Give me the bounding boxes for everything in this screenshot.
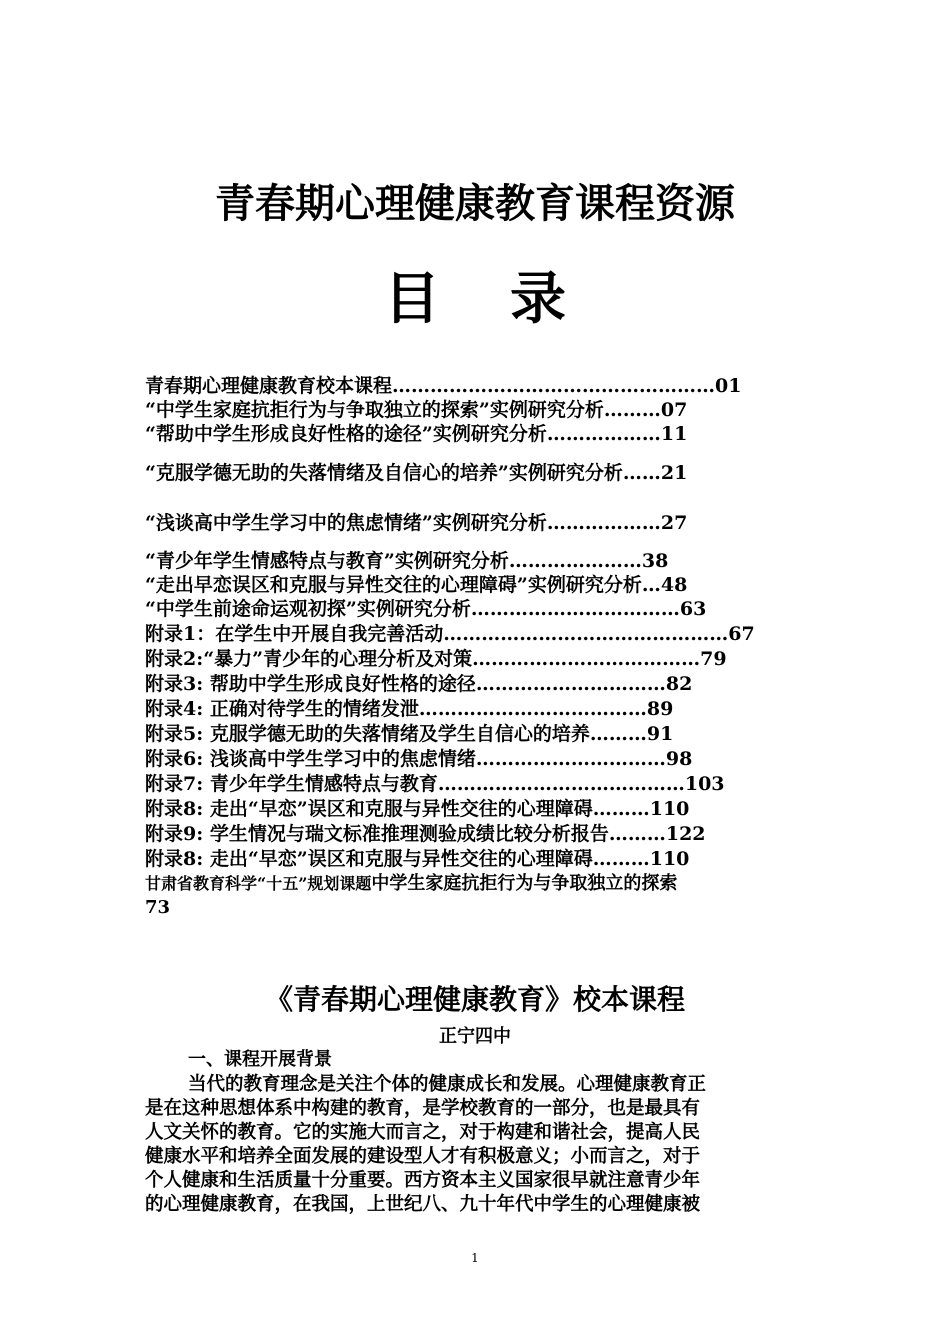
- toc-leader-dots: ………: [608, 823, 666, 845]
- body-paragraph: [145, 1073, 815, 1217]
- toc-page-number: 48: [660, 574, 688, 596]
- toc-entry: [145, 722, 673, 746]
- toc-entry: [145, 797, 689, 821]
- toc-entry: [145, 597, 706, 621]
- toc-page-number: 98: [665, 748, 693, 770]
- toc-entry: [145, 573, 687, 597]
- toc-entry-text: “走出早恋误区和克服与异性交往的心理障碍”实例研究分析: [145, 574, 642, 596]
- toc-leader-dots: ………: [592, 798, 650, 820]
- toc-page-number: 110: [649, 848, 690, 870]
- toc-entry-text: “中学生前途命运观初探”实例研究分析: [145, 598, 471, 620]
- school-name: 正宁四中: [439, 1026, 511, 1047]
- toc-leader-dots: ……: [622, 462, 661, 484]
- toc-leader-dots: ………: [603, 399, 661, 421]
- toc-entry: [145, 374, 741, 398]
- toc-leader-dots: ………………: [546, 423, 661, 445]
- toc-leader-dots: ………………………………………: [443, 623, 729, 645]
- toc-entry-text: “浅谈高中学生学习中的焦虑情绪”实例研究分析: [145, 512, 547, 534]
- toc-entry-text: 附录8: 走出“早恋”误区和克服与异性交往的心理障碍: [145, 848, 593, 870]
- page-title: 青春期心理健康教育课程资源: [215, 181, 735, 227]
- body-line: 是在这种思想体系中构建的教育，是学校教育的一部分，也是最具有: [145, 1098, 701, 1119]
- toc-leader-dots: …………………………: [475, 673, 666, 695]
- toc-entry: [145, 747, 692, 771]
- toc-entry: [145, 622, 755, 646]
- toc-entry-text: 附录6: 浅谈高中学生学习中的焦虑情绪: [145, 748, 476, 770]
- toc-last-page: 73: [145, 897, 171, 918]
- toc-entry: [145, 772, 725, 796]
- toc-page-number: 21: [660, 462, 688, 484]
- toc-entry-text: “克服学德无助的失落情绪及自信心的培养”实例研究分析: [145, 462, 623, 484]
- toc-leader-dots: ………: [589, 723, 647, 745]
- toc-page-number: 89: [646, 698, 674, 720]
- toc-leader-dots: ………………………………: [418, 698, 647, 720]
- page-number: 1: [471, 1251, 479, 1265]
- toc-page-number: 91: [646, 723, 674, 745]
- toc-page-number: 103: [684, 773, 725, 795]
- toc-page-number: 11: [660, 423, 688, 445]
- toc-entry: [145, 647, 727, 671]
- toc-entry-text: 附录2:“暴力”青少年的心理分析及对策: [145, 648, 473, 670]
- toc-entry: [145, 822, 706, 846]
- toc-entry-text: 附录7: 青少年学生情感特点与教育: [145, 773, 438, 795]
- toc-entry-last: [145, 872, 815, 920]
- body-line: 人文关怀的教育。它的实施大而言之，对于构建和谐社会，提高人民: [145, 1122, 701, 1143]
- toc-entry: [145, 847, 689, 871]
- toc-entry-text: 附录5: 克服学德无助的失落情绪及学生自信心的培养: [145, 723, 590, 745]
- toc-page-number: 110: [649, 798, 690, 820]
- toc-entry: [145, 422, 687, 446]
- toc-last-prefix: 甘肃省教育科学“十五”规划课题: [145, 874, 372, 893]
- toc-leader-dots: ………: [592, 848, 650, 870]
- toc-leader-dots: …………………………………: [437, 773, 685, 795]
- toc-entry-text: 附录1：在学生中开展自我完善活动: [145, 623, 444, 645]
- course-title: 《青春期心理健康教育》校本课程: [264, 983, 685, 1016]
- toc-entry: [145, 549, 668, 573]
- toc-page-number: 01: [715, 375, 742, 397]
- toc-leader-dots: ……………………………: [470, 598, 680, 620]
- toc-entry: [145, 511, 687, 535]
- toc-entry: [145, 697, 673, 721]
- toc-heading: 目录: [384, 267, 636, 332]
- toc-page-number: 79: [700, 648, 727, 670]
- toc-entry: [145, 398, 687, 422]
- toc-entry-text: 附录4: 正确对待学生的情绪发泄: [145, 698, 419, 720]
- toc-page-number: 82: [665, 673, 693, 695]
- body-line: 的心理健康教育，在我国，上世纪八、九十年代中学生的心理健康被: [145, 1194, 701, 1215]
- toc-entry-text: 附录9: 学生情况与瑞文标准推理测验成绩比较分析报告: [145, 823, 609, 845]
- toc-leader-dots: …………………………: [475, 748, 666, 770]
- toc-entry-text: “青少年学生情感特点与教育”实例研究分析: [145, 550, 509, 572]
- toc-page-number: 63: [679, 598, 707, 620]
- toc-page-number: 67: [728, 623, 755, 645]
- toc-entry: [145, 672, 692, 696]
- body-line: 健康水平和培养全面发展的建设型人才有积极意义；小而言之，对于: [145, 1146, 701, 1167]
- toc-leader-dots: ………………: [546, 512, 661, 534]
- toc-entry-text: “帮助中学生形成良好性格的途径”实例研究分析: [145, 423, 547, 445]
- toc-page-number: 122: [665, 823, 706, 845]
- body-line: 当代的教育理念是关注个体的健康成长和发展。心理健康教育正: [188, 1074, 707, 1095]
- toc-page-number: 27: [660, 512, 688, 534]
- toc-page-number: 07: [660, 399, 688, 421]
- toc-leader-dots: …: [641, 574, 661, 596]
- toc-entry-text: 附录3: 帮助中学生形成良好性格的途径: [145, 673, 476, 695]
- toc-entry-text: “中学生家庭抗拒行为与争取独立的探索”实例研究分析: [145, 399, 604, 421]
- toc-entry: [145, 461, 687, 485]
- toc-leader-dots: …………………: [508, 550, 642, 572]
- toc-page-number: 38: [641, 550, 669, 572]
- body-line: 个人健康和生活质量十分重要。西方资本主义国家很早就注意青少年: [145, 1170, 701, 1191]
- section-heading: 一、课程开展背景: [188, 1049, 332, 1070]
- toc-leader-dots: ……………………………………………: [392, 375, 716, 397]
- toc-last-text: 中学生家庭抗拒行为与争取独立的探索: [371, 873, 678, 894]
- toc-entry-text: 附录8: 走出“早恋”误区和克服与异性交往的心理障碍: [145, 798, 593, 820]
- toc-entry-text: 青春期心理健康教育校本课程: [145, 375, 393, 397]
- toc-leader-dots: ………………………………: [472, 648, 701, 670]
